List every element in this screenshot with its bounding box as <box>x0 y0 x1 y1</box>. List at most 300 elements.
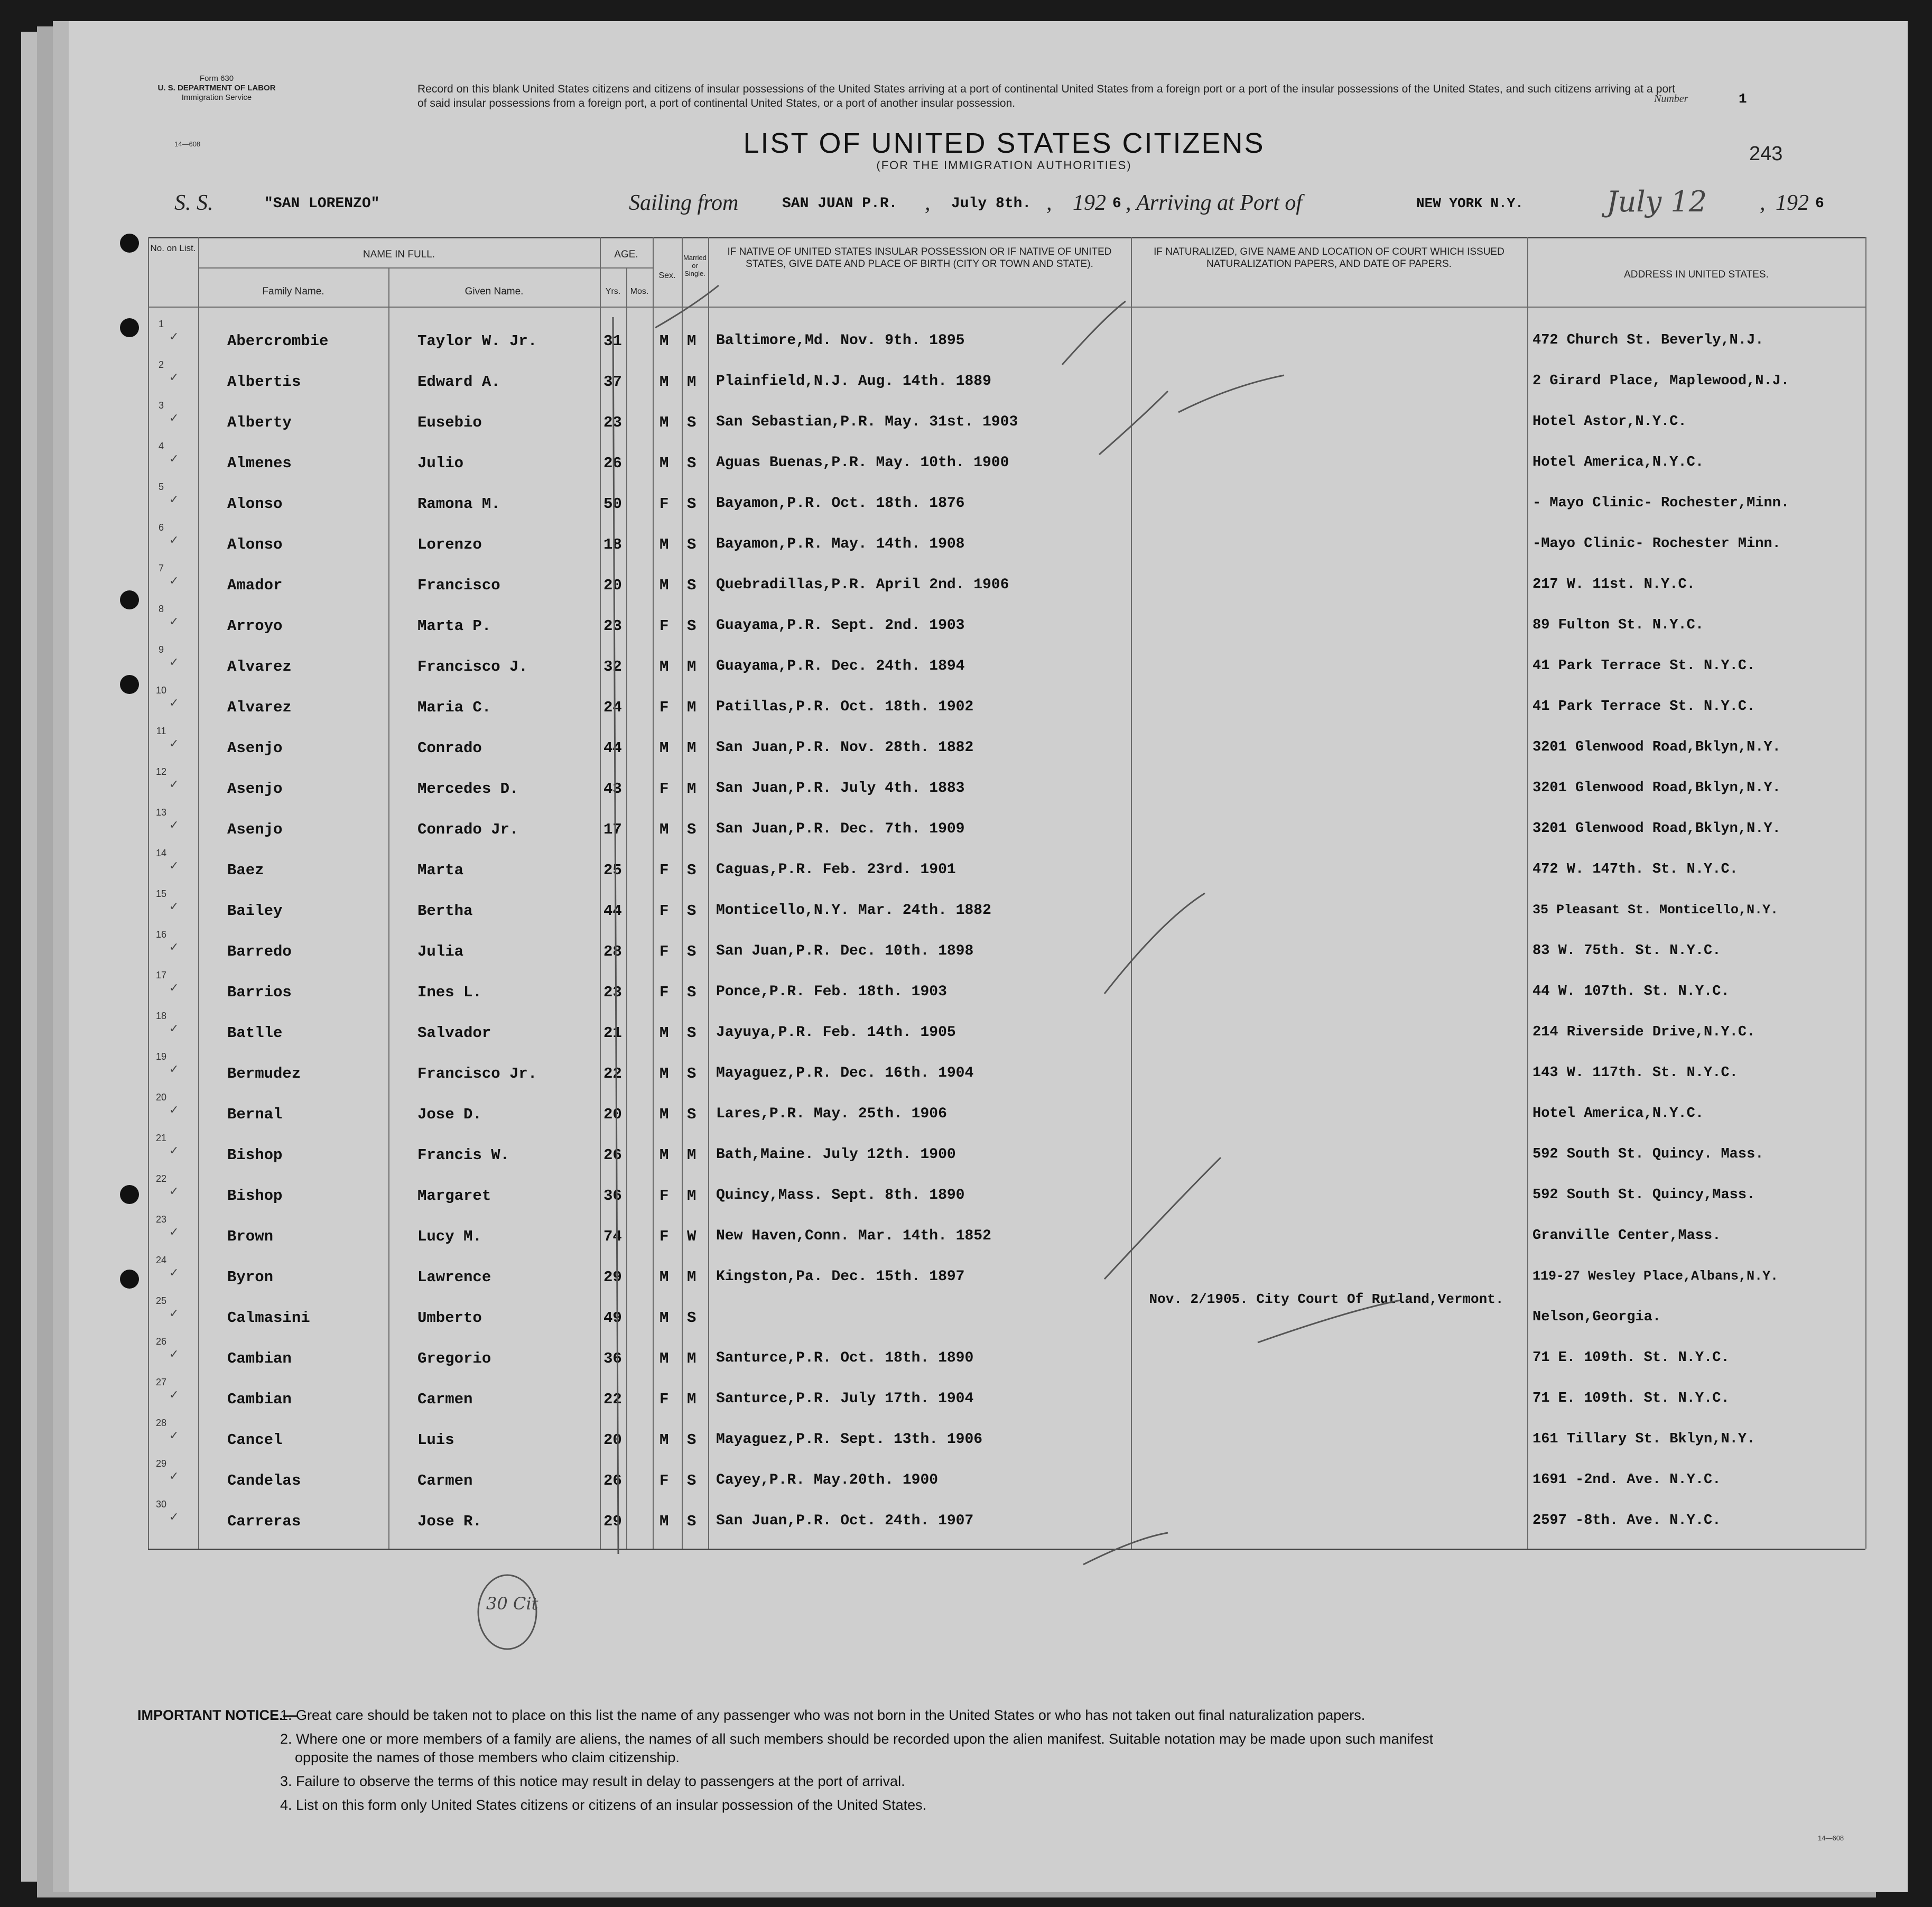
row-ms: S <box>687 414 696 431</box>
row-no: 7 <box>158 563 164 573</box>
row-address: - Mayo Clinic- Rochester,Minn. <box>1532 495 1790 511</box>
row-checkmark: ✓ <box>169 575 179 588</box>
row-checkmark: ✓ <box>169 1226 179 1239</box>
row-birth: New Haven,Conn. Mar. 14th. 1852 <box>716 1228 991 1244</box>
row-family: Abercrombie <box>227 332 329 350</box>
row-address: 89 Fulton St. N.Y.C. <box>1532 617 1704 633</box>
row-given: Francisco <box>417 577 500 594</box>
row-checkmark: ✓ <box>169 697 179 710</box>
row-given: Salvador <box>417 1024 491 1042</box>
row-birth: Guayama,P.R. Dec. 24th. 1894 <box>716 658 965 674</box>
row-birth: Ponce,P.R. Feb. 18th. 1903 <box>716 984 947 1000</box>
row-ms: S <box>687 1065 696 1082</box>
sailing-date: July 8th. <box>951 196 1032 212</box>
row-no: 16 <box>155 929 167 940</box>
row-sex: M <box>660 1146 669 1164</box>
row-checkmark: ✓ <box>169 859 179 873</box>
row-age: 26 <box>603 1472 622 1489</box>
row-ms: S <box>687 1472 696 1489</box>
row-ms: S <box>687 943 696 960</box>
arrival-port: NEW YORK N.Y. <box>1416 196 1524 211</box>
row-age: 37 <box>603 373 622 391</box>
row-ms: S <box>687 1106 696 1123</box>
row-age: 23 <box>603 984 622 1001</box>
row-sex: M <box>660 1106 669 1123</box>
row-given: Jose R. <box>417 1513 482 1530</box>
row-family: Bishop <box>227 1146 283 1164</box>
row-ms: S <box>687 902 696 920</box>
sailing-label: Sailing from <box>629 191 739 215</box>
row-sex: F <box>660 617 669 635</box>
row-address: 35 Pleasant St. Monticello,N.Y. <box>1532 902 1779 918</box>
row-address: -Mayo Clinic- Rochester Minn. <box>1532 536 1781 552</box>
row-birth: San Sebastian,P.R. May. 31st. 1903 <box>716 414 1018 430</box>
row-given: Lawrence <box>417 1269 491 1286</box>
row-no: 27 <box>155 1377 167 1387</box>
row-checkmark: ✓ <box>169 819 179 832</box>
row-sex: F <box>660 699 669 716</box>
row-ms: M <box>687 1391 696 1408</box>
row-birth: Bath,Maine. July 12th. 1900 <box>716 1146 956 1163</box>
row-checkmark: ✓ <box>169 493 179 506</box>
row-ms: S <box>687 984 696 1001</box>
row-address: 592 South St. Quincy. Mass. <box>1532 1146 1764 1162</box>
row-family: Barrios <box>227 984 292 1001</box>
row-checkmark: ✓ <box>169 534 179 547</box>
row-no: 30 <box>155 1499 167 1510</box>
row-checkmark: ✓ <box>169 1185 179 1198</box>
notice-item-4: 4. List on this form only United States citizens or citizens of an insular possession of the United States. <box>280 1797 927 1813</box>
row-ms: S <box>687 617 696 635</box>
row-no: 29 <box>155 1458 167 1469</box>
punch-hole <box>120 590 139 609</box>
row-checkmark: ✓ <box>169 452 179 466</box>
row-ms: M <box>687 1350 696 1367</box>
row-given: Carmen <box>417 1472 473 1489</box>
footer-code: 14—608 <box>1818 1834 1844 1842</box>
row-no: 23 <box>155 1214 167 1225</box>
row-birth: Guayama,P.R. Sept. 2nd. 1903 <box>716 617 965 634</box>
row-family: Calmasini <box>227 1309 310 1327</box>
row-nat: Nov. 2/1905. City Court Of Rutland,Vermont. <box>1149 1291 1504 1307</box>
row-given: Ines L. <box>417 984 482 1001</box>
row-birth: Santurce,P.R. July 17th. 1904 <box>716 1391 974 1407</box>
department-name: U. S. DEPARTMENT OF LABOR <box>157 84 276 92</box>
form-subtitle: (FOR THE IMMIGRATION AUTHORITIES) <box>876 159 1132 172</box>
row-no: 12 <box>155 766 167 777</box>
row-family: Cambian <box>227 1391 292 1408</box>
row-ms: S <box>687 1309 696 1327</box>
row-given: Conrado <box>417 739 482 757</box>
row-sex: M <box>660 658 669 675</box>
row-sex: M <box>660 1431 669 1449</box>
row-age: 23 <box>603 414 622 431</box>
row-ms: M <box>687 658 696 675</box>
row-address: 3201 Glenwood Road,Bklyn,N.Y. <box>1532 739 1781 755</box>
row-no: 18 <box>155 1011 167 1021</box>
punch-hole <box>120 234 139 253</box>
row-family: Arroyo <box>227 617 283 635</box>
row-no: 21 <box>155 1133 167 1143</box>
row-address: 472 W. 147th. St. N.Y.C. <box>1532 862 1738 877</box>
row-no: 9 <box>158 644 164 655</box>
row-family: Alvarez <box>227 658 292 675</box>
ship-name: "SAN LORENZO" <box>264 196 380 212</box>
row-family: Baez <box>227 862 264 879</box>
row-given: Lorenzo <box>417 536 482 553</box>
row-no: 13 <box>155 807 167 818</box>
row-age: 25 <box>603 862 622 879</box>
row-checkmark: ✓ <box>169 1470 179 1483</box>
header-married-single: Married or Single. <box>683 254 707 277</box>
row-given: Mercedes D. <box>417 780 519 798</box>
row-address: Granville Center,Mass. <box>1532 1228 1721 1244</box>
header-sex: Sex. <box>658 271 676 280</box>
row-no: 10 <box>155 685 167 696</box>
row-address: 2 Girard Place, Maplewood,N.J. <box>1532 373 1790 389</box>
row-checkmark: ✓ <box>169 737 179 751</box>
row-sex: F <box>660 1187 669 1205</box>
row-checkmark: ✓ <box>169 1104 179 1117</box>
row-age: 20 <box>603 577 622 594</box>
row-age: 17 <box>603 821 622 838</box>
row-given: Francisco Jr. <box>417 1065 537 1082</box>
row-given: Luis <box>417 1431 454 1449</box>
row-no: 1 <box>158 319 164 329</box>
row-given: Conrado Jr. <box>417 821 519 838</box>
row-sex: M <box>660 821 669 838</box>
row-address: 119-27 Wesley Place,Albans,N.Y. <box>1532 1269 1779 1284</box>
row-ms: M <box>687 739 696 757</box>
row-birth: Kingston,Pa. Dec. 15th. 1897 <box>716 1269 965 1285</box>
row-no: 22 <box>155 1173 167 1184</box>
row-address: 217 W. 11st. N.Y.C. <box>1532 577 1695 593</box>
row-family: Amador <box>227 577 283 594</box>
row-checkmark: ✓ <box>169 778 179 791</box>
arriving-label: , Arriving at Port of <box>1126 191 1303 215</box>
row-sex: M <box>660 1024 669 1042</box>
year-prefix-2: 192 <box>1776 191 1809 215</box>
row-family: Alonso <box>227 536 283 553</box>
row-given: Bertha <box>417 902 473 920</box>
row-age: 18 <box>603 536 622 553</box>
row-birth: San Juan,P.R. Nov. 28th. 1882 <box>716 739 974 756</box>
row-birth: San Juan,P.R. July 4th. 1883 <box>716 780 965 797</box>
row-family: Bernal <box>227 1106 283 1123</box>
handwritten-marks <box>69 21 1908 1892</box>
row-address: Hotel Astor,N.Y.C. <box>1532 414 1687 430</box>
row-checkmark: ✓ <box>169 1348 179 1361</box>
row-given: Maria C. <box>417 699 491 716</box>
year-digit: 6 <box>1112 196 1121 212</box>
row-age: 49 <box>603 1309 622 1327</box>
row-family: Byron <box>227 1269 274 1286</box>
row-age: 21 <box>603 1024 622 1042</box>
row-birth: Quincy,Mass. Sept. 8th. 1890 <box>716 1187 965 1204</box>
row-sex: M <box>660 1513 669 1530</box>
row-given: Umberto <box>417 1309 482 1327</box>
row-given: Edward A. <box>417 373 500 391</box>
punch-hole <box>120 1185 139 1204</box>
row-address: 592 South St. Quincy,Mass. <box>1532 1187 1755 1203</box>
year-prefix: 192 <box>1073 191 1106 215</box>
row-given: Eusebio <box>417 414 482 431</box>
row-family: Brown <box>227 1228 274 1245</box>
row-checkmark: ✓ <box>169 371 179 384</box>
form-title: LIST OF UNITED STATES CITIZENS <box>743 127 1265 159</box>
row-birth: San Juan,P.R. Dec. 10th. 1898 <box>716 943 974 959</box>
row-checkmark: ✓ <box>169 941 179 954</box>
row-ms: S <box>687 1024 696 1042</box>
row-birth: San Juan,P.R. Oct. 24th. 1907 <box>716 1513 974 1529</box>
row-family: Candelas <box>227 1472 301 1489</box>
row-address: 44 W. 107th. St. N.Y.C. <box>1532 984 1730 999</box>
row-no: 19 <box>155 1051 167 1062</box>
number-value: 1 <box>1739 91 1747 107</box>
row-address: 41 Park Terrace St. N.Y.C. <box>1532 699 1755 715</box>
header-no-on-list: No. on List. <box>150 243 196 253</box>
header-name-in-full: NAME IN FULL. <box>363 249 435 260</box>
row-age: 43 <box>603 780 622 798</box>
header-family-name: Family Name. <box>262 286 324 297</box>
row-ms: S <box>687 862 696 879</box>
row-family: Bermudez <box>227 1065 301 1082</box>
row-sex: M <box>660 332 669 350</box>
row-checkmark: ✓ <box>169 1388 179 1402</box>
row-checkmark: ✓ <box>169 982 179 995</box>
header-naturalized: IF NATURALIZED, GIVE NAME AND LOCATION OF COURT WHICH ISSUED NATURALIZATION PAPERS, AND DATE OF PAPERS. <box>1154 246 1504 270</box>
row-address: Hotel America,N.Y.C. <box>1532 455 1704 470</box>
row-given: Marta P. <box>417 617 491 635</box>
row-no: 2 <box>158 359 164 370</box>
row-age: 20 <box>603 1431 622 1449</box>
row-birth: Caguas,P.R. Feb. 23rd. 1901 <box>716 862 956 878</box>
row-birth: Jayuya,P.R. Feb. 14th. 1905 <box>716 1024 956 1041</box>
row-birth: Bayamon,P.R. Oct. 18th. 1876 <box>716 495 965 512</box>
row-no: 15 <box>155 888 167 899</box>
row-address: 214 Riverside Drive,N.Y.C. <box>1532 1024 1755 1040</box>
row-age: 26 <box>603 455 622 472</box>
row-sex: F <box>660 495 669 513</box>
row-age: 36 <box>603 1350 622 1367</box>
row-birth: Baltimore,Md. Nov. 9th. 1895 <box>716 332 965 349</box>
row-given: Ramona M. <box>417 495 500 513</box>
row-sex: M <box>660 373 669 391</box>
row-age: 50 <box>603 495 622 513</box>
row-no: 5 <box>158 482 164 492</box>
manifest-sheet <box>69 21 1908 1892</box>
row-age: 28 <box>603 943 622 960</box>
row-address: 83 W. 75th. St. N.Y.C. <box>1532 943 1721 959</box>
punch-hole <box>120 318 139 337</box>
row-family: Asenjo <box>227 780 283 798</box>
row-birth: Aguas Buenas,P.R. May. 10th. 1900 <box>716 455 1009 471</box>
row-no: 8 <box>158 604 164 614</box>
form-instructions: Record on this blank United States citizens and citizens of insular possessions of the United States arriving at a port of continental United States from a foreign port or a port of the insular possessions of the United States, and such citizens arriving at a port of said insular possessions from a foreign port, a port of continental United States, or a port of another insular possession. <box>417 83 1675 109</box>
row-ms: M <box>687 332 696 350</box>
row-sex: F <box>660 1391 669 1408</box>
notice-item-2b: opposite the names of those members who claim citizenship. <box>295 1749 680 1765</box>
row-family: Asenjo <box>227 739 283 757</box>
row-ms: M <box>687 780 696 798</box>
row-address: 2597 -8th. Ave. N.Y.C. <box>1532 1513 1721 1529</box>
row-no: 26 <box>155 1336 167 1347</box>
row-checkmark: ✓ <box>169 900 179 913</box>
notice-label: IMPORTANT NOTICE.— <box>137 1707 298 1723</box>
voyage-line: S. S. "SAN LORENZO" Sailing from SAN JUAN P.R. , July 8th. , 192 6 , Arriving at Port of NEW YORK N.Y. July 12 , 192 6 <box>174 185 1824 218</box>
row-birth: Bayamon,P.R. May. 14th. 1908 <box>716 536 965 552</box>
row-sex: M <box>660 1269 669 1286</box>
row-checkmark: ✓ <box>169 1144 179 1158</box>
row-sex: M <box>660 414 669 431</box>
row-given: Margaret <box>417 1187 491 1205</box>
row-sex: M <box>660 455 669 472</box>
row-checkmark: ✓ <box>169 1063 179 1076</box>
row-ms: S <box>687 495 696 513</box>
service-name: Immigration Service <box>181 93 252 102</box>
row-no: 6 <box>158 522 164 533</box>
row-sex: M <box>660 577 669 594</box>
row-sex: M <box>660 536 669 553</box>
row-age: 24 <box>603 699 622 716</box>
row-sex: M <box>660 1309 669 1327</box>
row-given: Taylor W. Jr. <box>417 332 537 350</box>
row-no: 11 <box>156 726 166 736</box>
row-address: 1691 -2nd. Ave. N.Y.C. <box>1532 1472 1721 1488</box>
row-no: 17 <box>155 970 167 980</box>
row-ms: M <box>687 1146 696 1164</box>
row-no: 25 <box>155 1295 167 1306</box>
row-checkmark: ✓ <box>169 330 179 344</box>
header-yrs: Yrs. <box>605 287 621 296</box>
row-family: Almenes <box>227 455 292 472</box>
row-family: Alberty <box>227 414 292 431</box>
row-address: 71 E. 109th. St. N.Y.C. <box>1532 1391 1730 1406</box>
row-family: Batlle <box>227 1024 283 1042</box>
page-number: 243 <box>1749 143 1783 165</box>
row-address: Nelson,Georgia. <box>1532 1309 1661 1325</box>
header-mos: Mos. <box>630 287 649 296</box>
row-checkmark: ✓ <box>169 412 179 425</box>
row-family: Albertis <box>227 373 301 391</box>
row-given: Francis W. <box>417 1146 510 1164</box>
row-age: 20 <box>603 1106 622 1123</box>
row-given: Francisco J. <box>417 658 528 675</box>
row-checkmark: ✓ <box>169 1511 179 1524</box>
row-ms: M <box>687 699 696 716</box>
row-sex: F <box>660 943 669 960</box>
row-address: 472 Church St. Beverly,N.J. <box>1532 332 1764 348</box>
row-age: 29 <box>603 1269 622 1286</box>
row-ms: S <box>687 577 696 594</box>
row-age: 26 <box>603 1146 622 1164</box>
row-ms: S <box>687 536 696 553</box>
row-age: 22 <box>603 1391 622 1408</box>
row-birth: Quebradillas,P.R. April 2nd. 1906 <box>716 577 1009 593</box>
row-age: 31 <box>603 332 622 350</box>
row-birth: Mayaguez,P.R. Dec. 16th. 1904 <box>716 1065 974 1081</box>
row-address: 3201 Glenwood Road,Bklyn,N.Y. <box>1532 780 1781 796</box>
row-checkmark: ✓ <box>169 1429 179 1442</box>
row-birth: Lares,P.R. May. 25th. 1906 <box>716 1106 947 1122</box>
row-sex: F <box>660 1228 669 1245</box>
row-birth: Cayey,P.R. May.20th. 1900 <box>716 1472 939 1488</box>
row-family: Bailey <box>227 902 283 920</box>
ss-label: S. S. <box>174 191 213 215</box>
row-given: Jose D. <box>417 1106 482 1123</box>
row-ms: M <box>687 373 696 391</box>
header-birth: IF NATIVE OF UNITED STATES INSULAR POSSESSION OR IF NATIVE OF UNITED STATES, GIVE DATE AND PLACE OF BIRTH (CITY OR TOWN AND STATE). <box>727 246 1112 270</box>
row-address: 71 E. 109th. St. N.Y.C. <box>1532 1350 1730 1366</box>
row-given: Carmen <box>417 1391 473 1408</box>
handwritten-count: 30 Cit <box>486 1594 538 1614</box>
row-no: 3 <box>158 400 164 411</box>
row-family: Carreras <box>227 1513 301 1530</box>
row-sex: F <box>660 780 669 798</box>
row-address: Hotel America,N.Y.C. <box>1532 1106 1704 1122</box>
row-sex: F <box>660 902 669 920</box>
row-birth: Santurce,P.R. Oct. 18th. 1890 <box>716 1350 974 1366</box>
form-code: 14—608 <box>174 140 201 148</box>
sailing-port: SAN JUAN P.R. <box>782 196 898 212</box>
row-birth: Mayaguez,P.R. Sept. 13th. 1906 <box>716 1431 983 1448</box>
row-ms: S <box>687 455 696 472</box>
row-age: 44 <box>603 739 622 757</box>
row-family: Cambian <box>227 1350 292 1367</box>
notice-item-2a: 2. Where one or more members of a family are aliens, the names of all such members should be recorded upon the alien manifest. Suitable notation may be made upon such manifest <box>280 1731 1434 1747</box>
number-label: Number <box>1654 93 1688 105</box>
row-family: Bishop <box>227 1187 283 1205</box>
row-no: 20 <box>155 1092 167 1103</box>
row-ms: S <box>687 1431 696 1449</box>
punch-hole <box>120 675 139 694</box>
row-given: Julia <box>417 943 464 960</box>
age-column-pen-line <box>613 317 618 1554</box>
header-given-name: Given Name. <box>465 286 524 297</box>
row-ms: S <box>687 821 696 838</box>
row-birth: Monticello,N.Y. Mar. 24th. 1882 <box>716 902 991 919</box>
row-no: 14 <box>155 848 167 858</box>
row-age: 29 <box>603 1513 622 1530</box>
header-address: ADDRESS IN UNITED STATES. <box>1624 269 1769 280</box>
row-birth: San Juan,P.R. Dec. 7th. 1909 <box>716 821 965 837</box>
row-age: 22 <box>603 1065 622 1082</box>
row-age: 36 <box>603 1187 622 1205</box>
row-family: Barredo <box>227 943 292 960</box>
row-birth: Plainfield,N.J. Aug. 14th. 1889 <box>716 373 991 390</box>
row-ms: M <box>687 1187 696 1205</box>
row-address: 143 W. 117th. St. N.Y.C. <box>1532 1065 1738 1081</box>
row-checkmark: ✓ <box>169 1266 179 1280</box>
row-checkmark: ✓ <box>169 1307 179 1320</box>
row-age: 74 <box>603 1228 622 1245</box>
row-sex: M <box>660 739 669 757</box>
row-age: 23 <box>603 617 622 635</box>
row-sex: F <box>660 984 669 1001</box>
row-checkmark: ✓ <box>169 656 179 669</box>
row-no: 28 <box>155 1418 167 1428</box>
row-given: Marta <box>417 862 464 879</box>
row-sex: F <box>660 1472 669 1489</box>
notice-item-3: 3. Failure to observe the terms of this notice may result in delay to passengers at the port of arrival. <box>280 1773 905 1789</box>
row-family: Cancel <box>227 1431 283 1449</box>
row-sex: M <box>660 1350 669 1367</box>
notice-item-1: 1. Great care should be taken not to place on this list the name of any passenger who was not born in the United States or who has not taken out final naturalization papers. <box>280 1707 1366 1723</box>
row-sex: F <box>660 862 669 879</box>
row-family: Asenjo <box>227 821 283 838</box>
row-address: 161 Tillary St. Bklyn,N.Y. <box>1532 1431 1755 1447</box>
row-address: 3201 Glenwood Road,Bklyn,N.Y. <box>1532 821 1781 837</box>
